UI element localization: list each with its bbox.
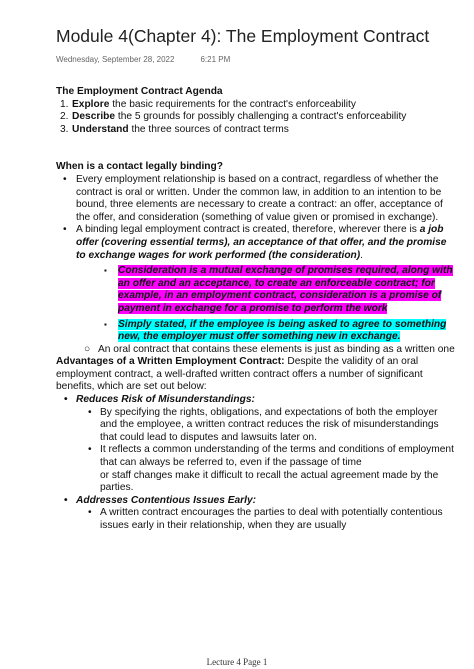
list-item (56, 319, 456, 344)
list-text: the basic requirements for the contract's enforceability (109, 98, 356, 110)
agenda-list (56, 99, 456, 137)
bullet-icon: • (63, 224, 67, 236)
advantages-heading: Advantages of a Written Employment Contract: (56, 356, 285, 368)
list-text: the 5 grounds for possibly challenging a contract's enforceability (115, 111, 407, 123)
advantages-intro: Despite the validity of an oral employment contract, a well-drafted written contract offers a number of significant benefits, which are set out below: (56, 356, 423, 393)
note-body (56, 86, 456, 533)
list-item (56, 174, 456, 224)
list-item (56, 495, 456, 508)
list-keyword: Describe (72, 111, 116, 123)
bullet-text: It reflects a common understanding of the terms and conditions of employment that can always be referred to, even if the passage of time (100, 444, 454, 469)
agenda-heading: The Employment Contract Agenda (56, 86, 223, 97)
bullet-icon: • (64, 394, 68, 406)
bullet-text: By specifying the rights, obligations, and expectations of both the employer and the employee, a written contract reduces the risk of misunderstandings that could lead to disputes and lawsuits later on. (100, 406, 439, 443)
punctuation: . (360, 249, 364, 261)
list-item (56, 507, 456, 532)
bullet-text: Every employment relationship is based on a contract, regardless of whether the contract is oral or written. Under the common law, in addition to an intention to be bound, three elements are necessary to create a contract: an offer, acceptance of the offer, and consideration (something of value given or promised in exchange). (76, 173, 443, 223)
page-date: Wednesday, September 28, 2022 (56, 55, 175, 64)
highlight-simply-stated: Simply stated, if the employee is being asked to agree to something new, the employer must offer something new in exchange. (118, 318, 447, 343)
point-heading: Reduces Risk of Misunderstandings: (76, 394, 255, 406)
square-bullet-icon: ▪ (104, 266, 107, 276)
highlight-consideration: Consideration is a mutual exchange of promises required, along with an offer and an acceptance, to create an enforceable contract; for example, in an employment contract, consideration is a promise of (118, 265, 453, 302)
bullet-icon: • (63, 173, 67, 185)
list-item (56, 344, 456, 357)
highlight-consideration-end: payment in exchange for a promise to perform the work (118, 302, 388, 314)
list-text: the three sources of contract terms (128, 123, 289, 135)
list-item (56, 224, 456, 262)
circle-bullet-icon: ○ (84, 343, 91, 355)
list-item (56, 444, 456, 494)
list-item (56, 407, 456, 445)
page-title: Module 4(Chapter 4): The Employment Contract (56, 26, 430, 46)
list-item (56, 111, 456, 124)
list-keyword: Understand (72, 123, 129, 135)
bullet-text: A binding legal employment contract is created, therefore, wherever there is (76, 224, 420, 236)
list-number: 2. (60, 111, 69, 123)
square-bullet-icon: ▪ (104, 319, 107, 329)
bullet-icon: • (88, 507, 92, 519)
list-item (56, 99, 456, 112)
list-item (56, 394, 456, 407)
list-number: 1. (60, 98, 69, 110)
bullet-text: A written contract encourages the parties to deal with potentially contentious issues early in their relationship, when they are usually (100, 507, 443, 531)
bullet-icon: • (88, 444, 92, 456)
page-meta (56, 55, 230, 64)
list-item (56, 124, 456, 137)
bullet-icon: • (64, 494, 68, 506)
emphasis-text: a job offer (covering essential terms), an acceptance of that offer, and the promise to exchange wages for work performed (the consideration) (76, 224, 447, 261)
list-item (56, 265, 456, 315)
page-footer: Lecture 4 Page 1 (206, 657, 268, 667)
bullet-icon: • (88, 406, 92, 418)
bullet-text: An oral contract that contains these elements is just as binding as a written one (98, 343, 455, 355)
binding-heading: When is a contact legally binding? (56, 161, 223, 173)
point-heading: Addresses Contentious Issues Early: (76, 494, 257, 506)
list-number: 3. (60, 123, 69, 135)
page-time: 6:21 PM (200, 55, 231, 64)
advantages-paragraph (56, 356, 456, 394)
list-keyword: Explore (72, 98, 110, 110)
bullet-text-cont: or staff changes make it difficult to recall the actual agreement made by the parties. (100, 469, 439, 494)
